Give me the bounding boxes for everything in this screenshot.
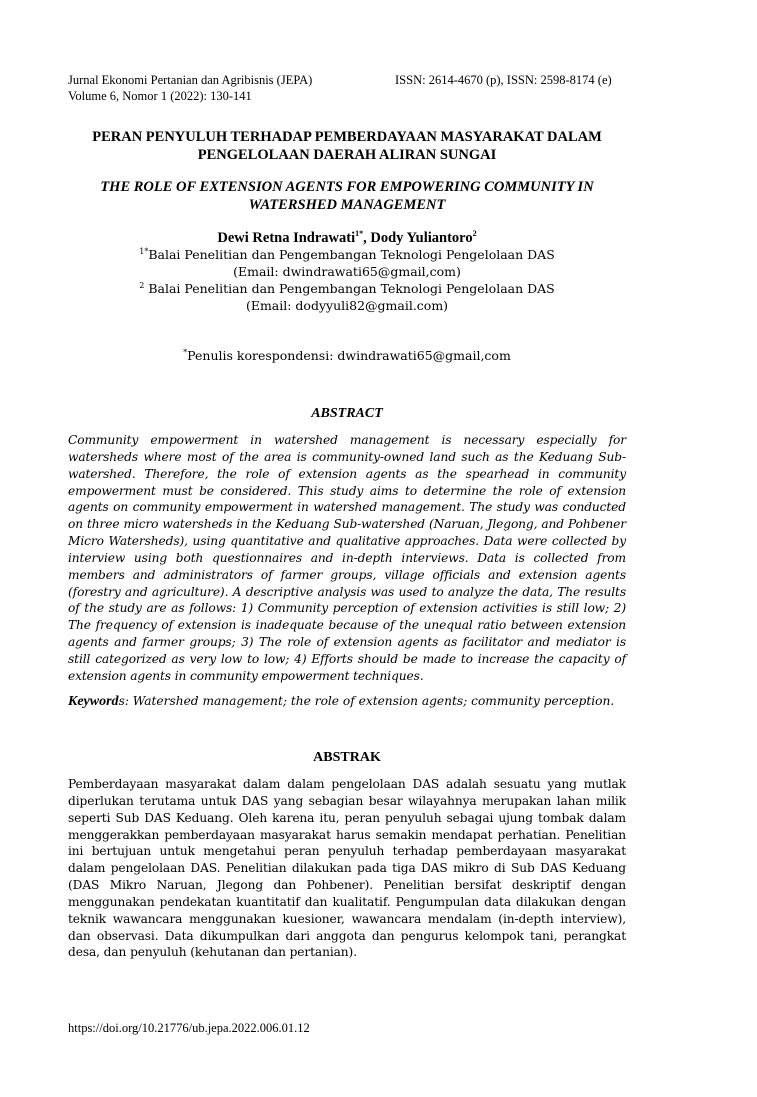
correspondence-text: Penulis korespondensi: dwindrawati65@gmail,com (187, 348, 511, 363)
journal-name: Jurnal Ekonomi Pertanian dan Agribisnis (JEPA) (68, 73, 313, 87)
volume-info: Volume 6, Nomor 1 (2022): 130-141 (68, 89, 252, 103)
title-indonesian: PERAN PENYULUH TERHADAP PEMBERDAYAAN MASYARAKAT DALAM PENGELOLAAN DAERAH ALIRAN SUNGAI (92, 129, 602, 163)
author-sup: 1* (355, 229, 364, 239)
abstract-body: Community empowerment in watershed management is necessary especially for watersheds where most of the area is community-owned land such as the Keduang Sub-watershed. Therefore, the role of extension agents as the spearhead in community empowerment must be considered. This study aims to determine the role of extension agents on community empowerment in watershed management. The study was conducted on three micro watersheds in the Keduang Sub-watershed (Naruan, Jlegong, and Pohbener Micro Watersheds), using quantitative and qualitative approaches. Data were collected by interview using both questionnaires and in-depth interviews. Data is collected from members and administrators of farmer groups, village officials and extension agents (forestry and agriculture). A descriptive analysis was used to analyze the data, The results of the study are as follows: 1) Community perception of extension activities is still low; 2) The frequency of extension is inadequate because of the unequal ratio between extension agents and farmer groups; 3) The role of extension agents as facilitator and mediator is still categorized as very low to low; 4) Efforts should be made to increase the capacity of extension agents in community empowerment techniques. (68, 433, 626, 683)
affiliation-2 (68, 280, 626, 314)
affiliation-sup: 1* (139, 246, 149, 256)
keywords-label: Keyword (68, 694, 119, 709)
author-line (68, 229, 626, 247)
affiliation-sup: 2 (139, 280, 145, 290)
author-name: Dody Yuliantoro (370, 230, 473, 246)
title-english: THE ROLE OF EXTENSION AGENTS FOR EMPOWERING COMMUNITY IN WATERSHED MANAGEMENT (100, 179, 594, 213)
abstrak-body: Pemberdayaan masyarakat dalam dalam pengelolaan DAS adalah sesuatu yang mutlak diperlukan terutama untuk DAS yang sebagian besar wilayahnya merupakan lahan milik seperti Sub DAS Keduang. Oleh karena itu, peran penyuluh sebagai ujung tombak dalam menggerakkan pemberdayaan masyarakat harus semakin mendapat perhatian. Penelitian ini bertujuan untuk mengetahui peran penyuluh terhadap pemberdayaan masyarakat dalam pengelolaan DAS. Penelitian dilakukan pada tiga DAS mikro di Sub DAS Keduang (DAS Mikro Naruan, Jlegong dan Pohbener). Penelitian bersifat deskriptif dengan menggunakan pendekatan kuantitatif dan kualitatif. Pengumpulan data dilakukan dengan teknik wawancara menggunakan kuesioner, wawancara mendalam (in-depth interview), dan observasi. Data dikumpulkan dari anggota dan pengurus kelompok tani, perangkat desa, dan penyuluh (kehutanan dan pertanian). (68, 777, 626, 960)
doi-link[interactable]: https://doi.org/10.21776/ub.jepa.2022.006.01.12 (68, 1021, 310, 1035)
affiliation-email: (Email: dodyyuli82@gmail.com) (245, 298, 449, 313)
affiliation-1 (68, 246, 626, 280)
issn: ISSN: 2614-4670 (p), ISSN: 2598-8174 (e) (395, 73, 612, 87)
affiliation-institution: Balai Penelitian dan Pengembangan Teknologi Pengelolaan DAS (144, 281, 555, 296)
correspondence (68, 347, 626, 364)
abstrak-heading: ABSTRAK (313, 750, 381, 765)
affiliation-institution: Balai Penelitian dan Pengembangan Teknologi Pengelolaan DAS (148, 247, 555, 262)
correspondence-sup: * (183, 347, 188, 357)
author-sup: 2 (472, 229, 477, 239)
journal-header (68, 72, 626, 104)
keywords-text: s: Watershed management; the role of extension agents; community perception. (118, 694, 615, 708)
keywords (68, 693, 626, 710)
author-separator: , (363, 230, 371, 246)
abstract-heading: ABSTRACT (311, 406, 383, 421)
affiliation-email: (Email: dwindrawati65@gmail,com) (233, 264, 461, 279)
author-name: Dewi Retna Indrawati (217, 230, 356, 246)
